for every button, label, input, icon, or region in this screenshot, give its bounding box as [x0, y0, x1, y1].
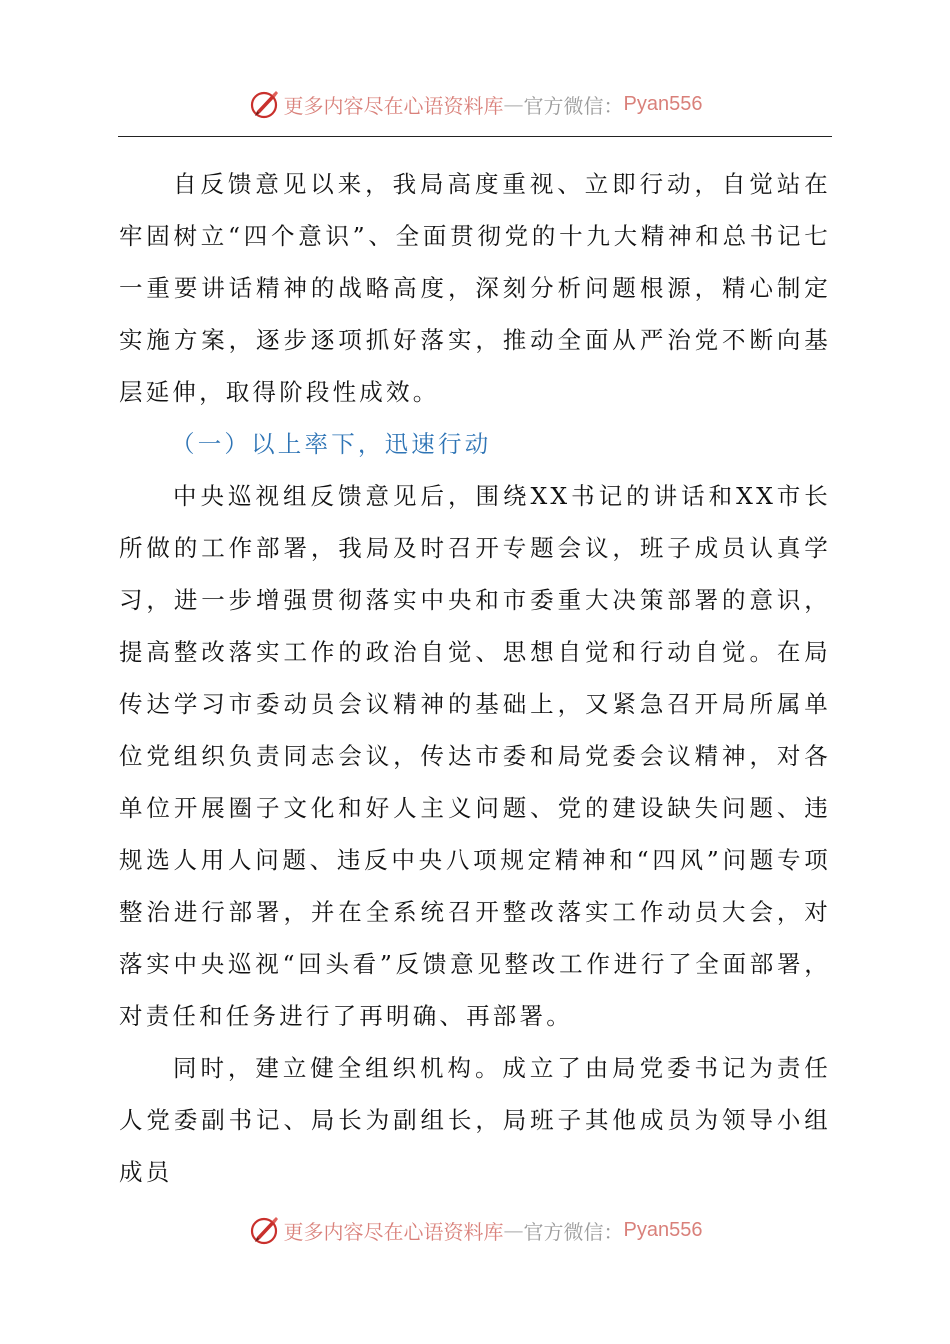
paragraph-organization: 同时，建立健全组织机构。成立了由局党委书记为责任人党委副书记、局长为副组长，局班子其他成员为领导小组成员 [119, 1054, 831, 1186]
banner-text: 更多内容尽在心语资料库 [283, 1219, 504, 1244]
section-heading: （一）以上率下，迅速行动 [171, 430, 492, 458]
banner-wechat-id: Pyan556 [623, 1218, 703, 1241]
banner-dash: — [503, 1218, 524, 1242]
header-divider [118, 136, 832, 137]
banner-wechat-label: 官方微信： [523, 1219, 624, 1244]
pen-logo-icon [248, 1213, 282, 1247]
header-banner [0, 84, 950, 124]
document-body [119, 158, 831, 1198]
banner-wechat-label: 官方微信： [523, 93, 624, 118]
paragraph-action: 中央巡视组反馈意见后，围绕XX书记的讲话和XX市长所做的工作部署，我局及时召开专题会议，班子成员认真学习，进一步增强贯彻落实中央和市委重大决策部署的意识，提高整改落实工作的政治自觉、思想自觉和行动自觉。在局传达学习市委动员会议精神的基础上，又紧急召开局所属单位党组织负责同志会议，传达市委和局党委会议精神，对各单位开展圈子文化和好人主义问题、党的建设缺失问题、违规选人用人问题、违反中央八项规定精神和“四风”问题专项整治进行部署，并在全系统召开整改落实工作动员大会，对落实中央巡视“回头看”反馈意见整改工作进行了全面部署，对责任和任务进行了再明确、再部署。 [119, 482, 831, 1030]
banner-wechat-id: Pyan556 [623, 92, 703, 115]
banner-dash: — [503, 92, 524, 116]
footer-banner [0, 1210, 950, 1250]
paragraph-intro: 自反馈意见以来，我局高度重视、立即行动，自觉站在牢固树立“四个意识”、全面贯彻党的十九大精神和总书记七一重要讲话精神的战略高度，深刻分析问题根源，精心制定实施方案，逐步逐项抓好落实，推动全面从严治党不断向基层延伸，取得阶段性成效。 [119, 170, 831, 406]
banner-text: 更多内容尽在心语资料库 [283, 93, 504, 118]
pen-logo-icon [248, 87, 282, 121]
